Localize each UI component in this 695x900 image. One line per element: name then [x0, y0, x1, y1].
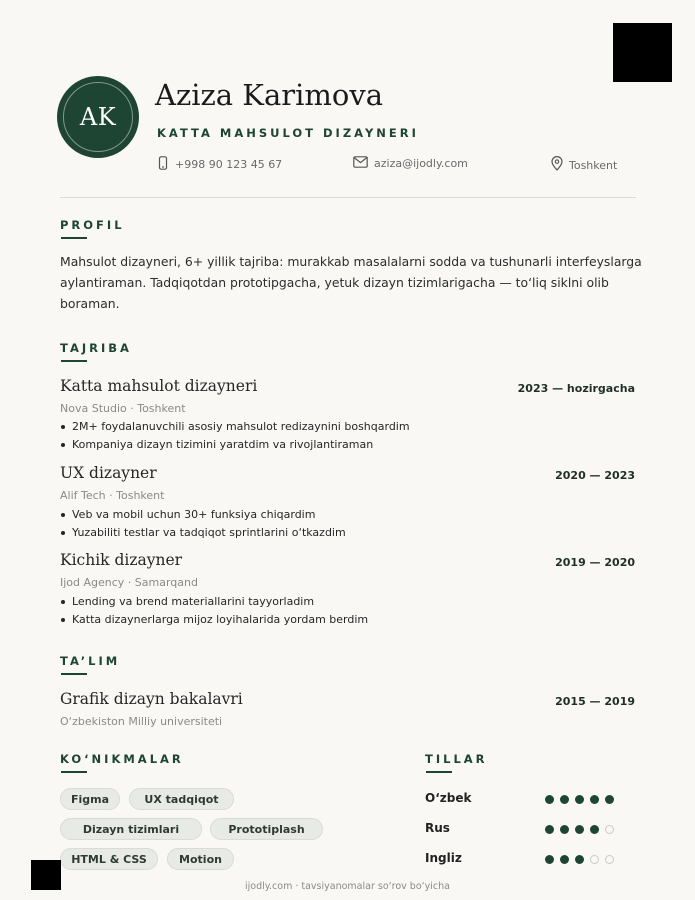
job-bullets: [60, 506, 346, 542]
list-item: 2M+ foydalanuvchili asosiy mahsulot redizaynini boshqardim: [60, 418, 410, 436]
level-dot-filled: [560, 825, 569, 834]
contact-phone: [157, 156, 282, 173]
contact-location: [551, 156, 617, 174]
footer-note: ijodly.com · tavsiyanomalar so‘rov bo‘yicha: [244, 881, 450, 892]
skill-chip: Motion: [167, 848, 234, 870]
language-name: O‘zbek: [425, 791, 472, 805]
job-title: UX dizayner: [60, 464, 157, 482]
language-level: [545, 855, 620, 864]
job-title: Kichik dizayner: [60, 551, 183, 569]
job-dates: 2023 — hozirgacha: [517, 382, 635, 395]
skill-chip: Prototiplash: [210, 818, 323, 840]
avatar: [57, 76, 139, 158]
level-dot-filled: [590, 825, 599, 834]
section-underline: [61, 237, 87, 239]
degree-title: Grafik dizayn bakalavri: [60, 690, 243, 708]
skill-chip: HTML & CSS: [60, 848, 158, 870]
level-dot-filled: [575, 855, 584, 864]
phone-icon: [157, 156, 175, 173]
level-dot-filled: [545, 855, 554, 864]
section-underline: [61, 360, 87, 362]
job-company: Ijod Agency · Samarqand: [60, 576, 198, 589]
level-dot-empty: [590, 855, 599, 864]
section-title-education: TA’LIM: [60, 654, 121, 668]
phone-text: +998 90 123 45 67: [175, 158, 283, 171]
avatar-initials: AK: [63, 82, 133, 152]
language-name: Ingliz: [425, 851, 462, 865]
section-underline: [61, 771, 87, 773]
level-dot-filled: [545, 825, 554, 834]
level-dot-filled: [545, 795, 554, 804]
level-dot-filled: [560, 795, 569, 804]
skill-chip: Dizayn tizimlari: [60, 818, 202, 840]
job-bullets: [60, 418, 410, 454]
job-dates: 2019 — 2020: [555, 556, 635, 569]
candidate-name: Aziza Karimova: [155, 78, 384, 112]
job-company: Nova Studio · Toshkent: [60, 402, 186, 415]
level-dot-filled: [575, 825, 584, 834]
header-divider: [60, 197, 636, 198]
job-title: Katta mahsulot dizayneri: [60, 377, 258, 395]
job-company: Alif Tech · Toshkent: [60, 489, 165, 502]
language-level: [545, 795, 620, 804]
education-dates: 2015 — 2019: [555, 695, 635, 708]
level-dot-filled: [560, 855, 569, 864]
skill-chip: Figma: [60, 788, 120, 810]
skill-chip: UX tadqiqot: [129, 788, 234, 810]
level-dot-empty: [605, 825, 614, 834]
mail-icon: [353, 156, 374, 171]
school-name: O‘zbekiston Milliy universiteti: [60, 715, 223, 728]
section-title-languages: TILLAR: [425, 752, 488, 766]
profile-summary: Mahsulot dizayneri, 6+ yillik tajriba: murakkab masalalarni sodda va tushunarli interfeyslarga aylantiraman. Tadqiqotdan prototipgacha, yetuk dizayn tizimlarigacha — to‘liq siklni olib boraman.: [60, 254, 642, 311]
job-dates: 2020 — 2023: [555, 469, 635, 482]
level-dot-filled: [575, 795, 584, 804]
job-bullets: [60, 593, 368, 629]
list-item: Katta dizaynerlarga mijoz loyihalarida yordam berdim: [60, 611, 368, 629]
section-underline: [61, 673, 87, 675]
section-title-experience: TAJRIBA: [60, 341, 132, 355]
level-dot-empty: [605, 855, 614, 864]
level-dot-filled: [590, 795, 599, 804]
corner-square-top-right: [613, 23, 672, 82]
location-text: Toshkent: [569, 158, 618, 172]
language-name: Rus: [425, 821, 450, 835]
list-item: Veb va mobil uchun 30+ funksiya chiqardim: [60, 506, 346, 524]
level-dot-filled: [605, 795, 614, 804]
email-text: aziza@ijodly.com: [374, 157, 468, 170]
list-item: Kompaniya dizayn tizimini yaratdim va rivojlantiraman: [60, 436, 410, 454]
section-title-skills: KO‘NIKMALAR: [60, 752, 184, 766]
list-item: Yuzabiliti testlar va tadqiqot sprintlarini o‘tkazdim: [60, 524, 346, 542]
section-underline: [426, 771, 452, 773]
list-item: Lending va brend materiallarini tayyorladim: [60, 593, 368, 611]
location-pin-icon: [551, 156, 569, 174]
candidate-role: KATTA MAHSULOT DIZAYNERI: [157, 126, 419, 140]
section-title-profile: PROFIL: [60, 218, 125, 232]
language-level: [545, 825, 620, 834]
contact-email[interactable]: [353, 156, 468, 171]
